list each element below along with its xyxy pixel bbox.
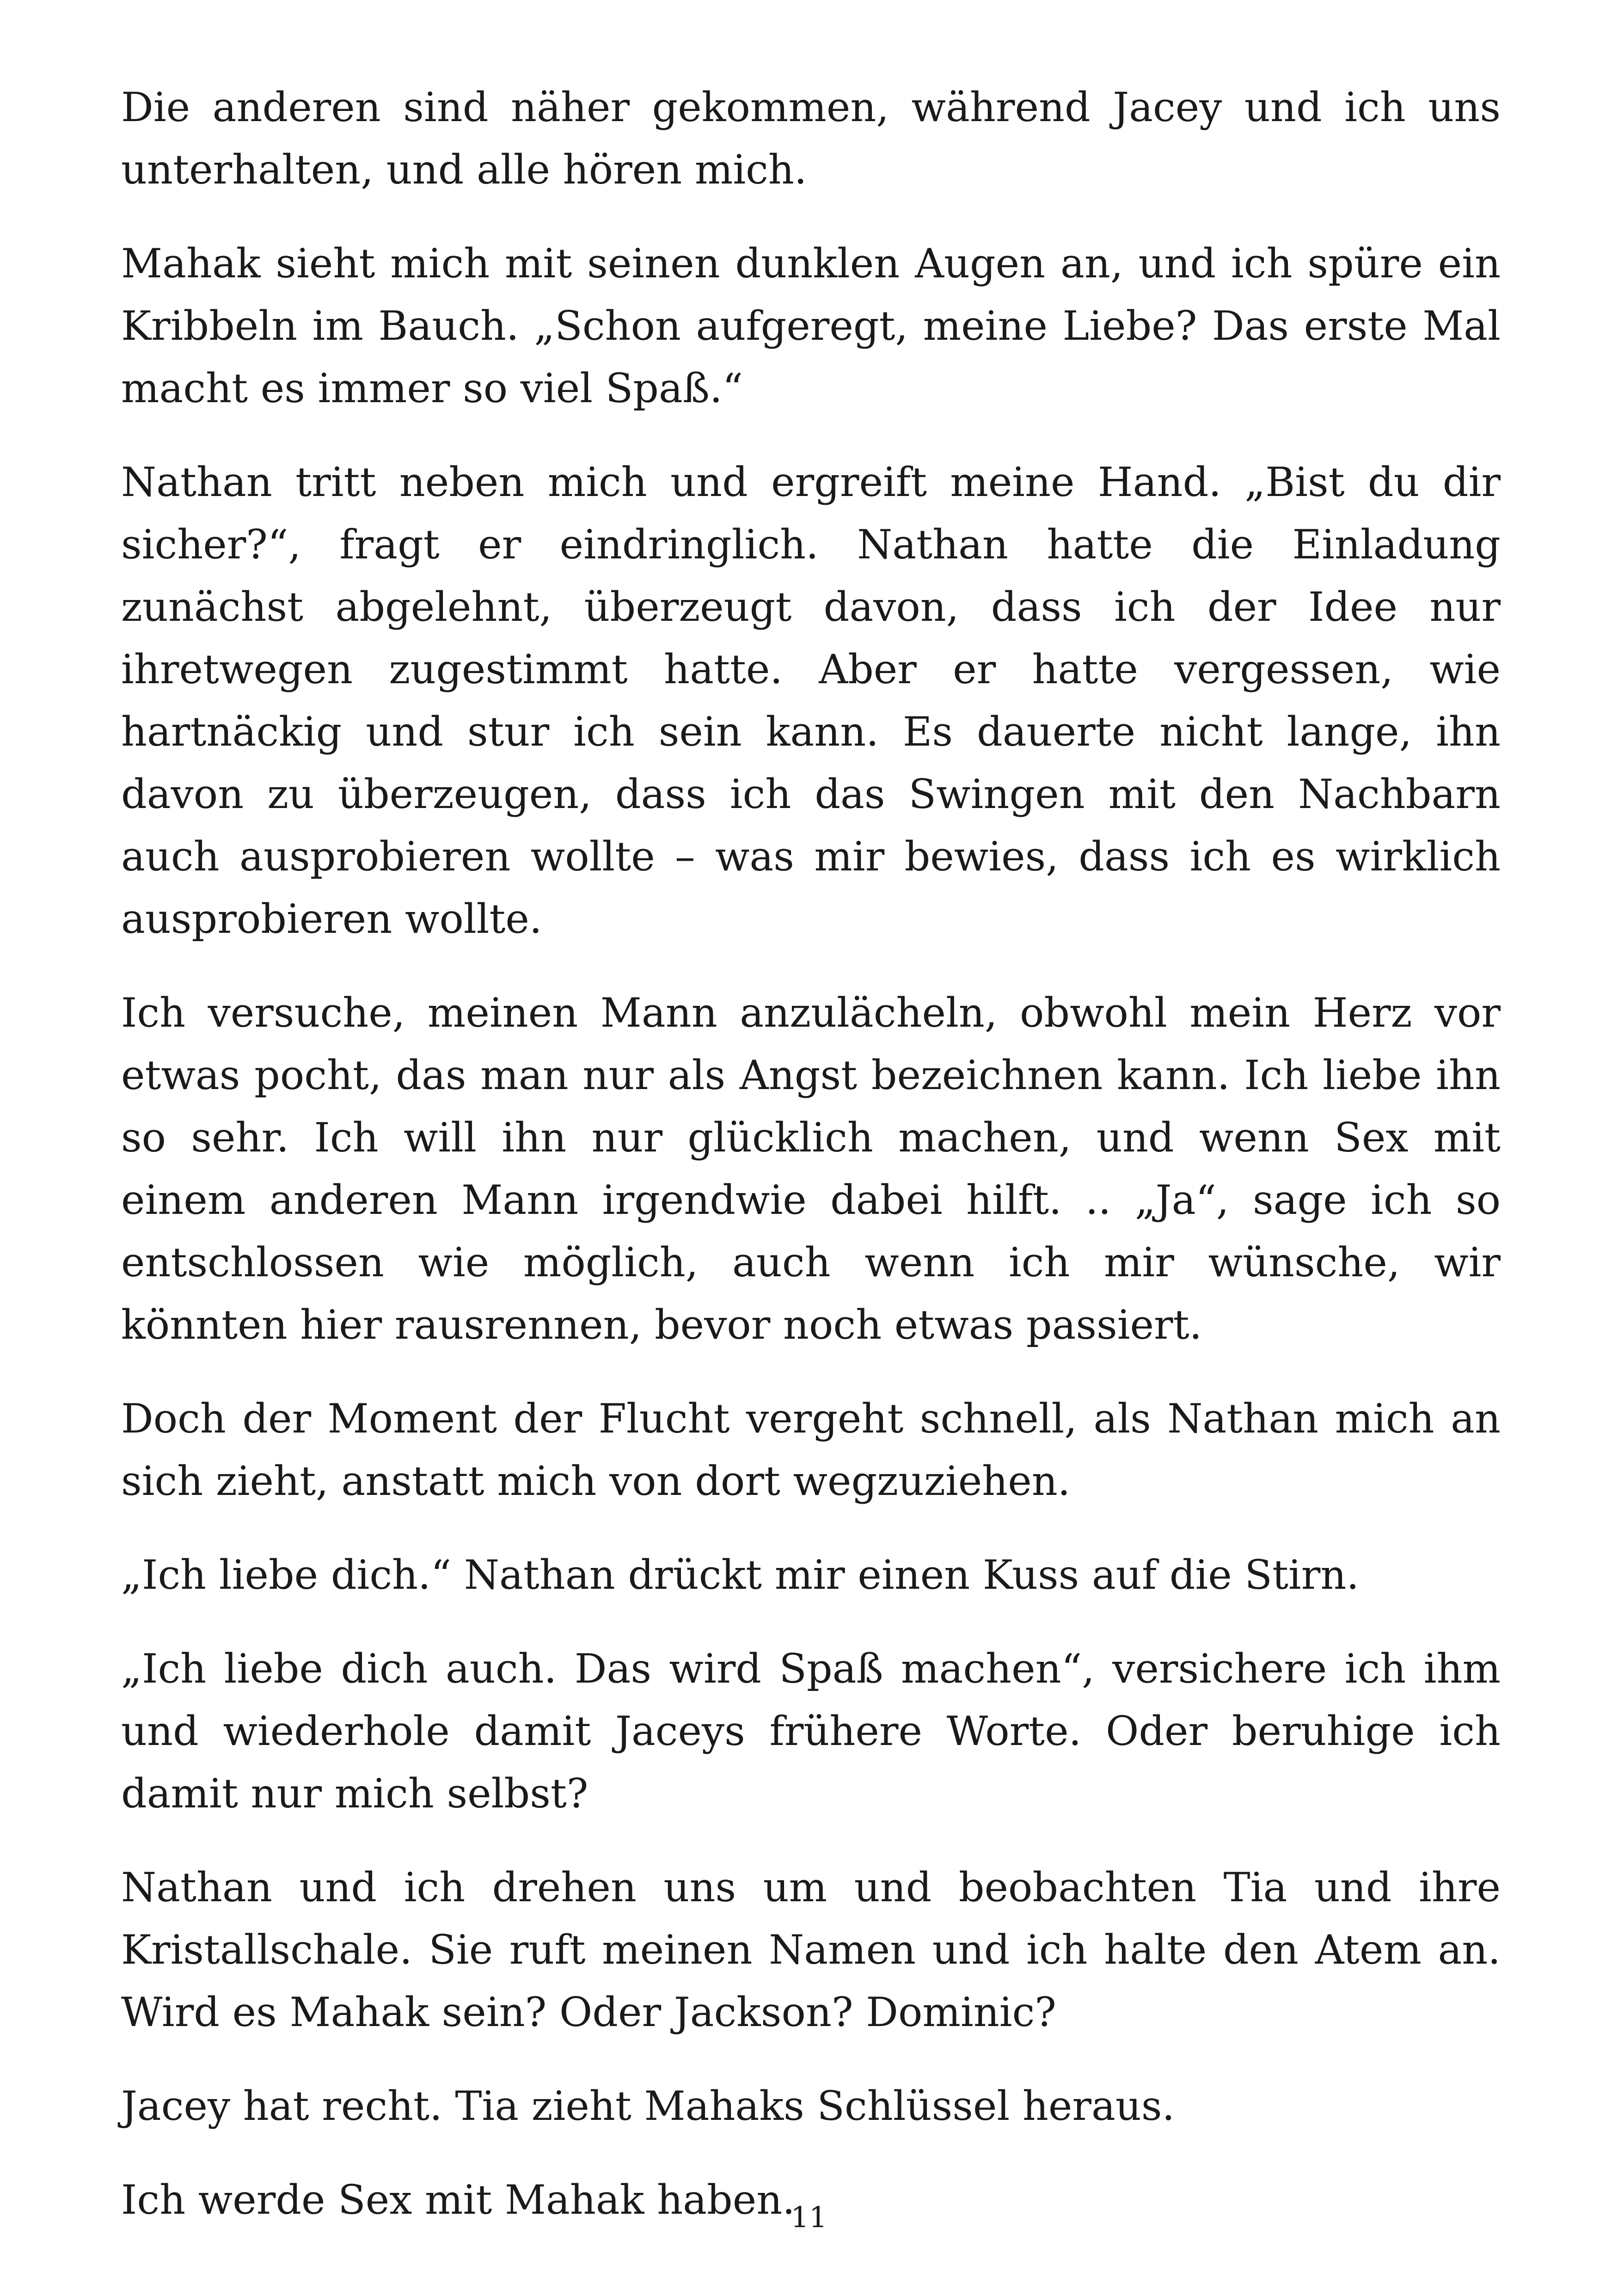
paragraph: „Ich liebe dich.“ Nathan drückt mir einen Kuss auf die Stirn.	[121, 1551, 1360, 1598]
page-number: 11	[791, 2200, 827, 2234]
paragraph: Doch der Moment der Flucht vergeht schnell, als Nathan mich an sich zieht, anstatt mich von dort wegzuziehen.	[121, 1395, 1501, 1505]
paragraph: Ich werde Sex mit Mahak haben.	[121, 2176, 795, 2223]
paragraph: Jacey hat recht. Tia zieht Mahaks Schlüssel heraus.	[121, 2082, 1175, 2130]
body-text	[121, 76, 1501, 2263]
paragraph: Die anderen sind näher gekommen, während Jacey und ich uns unterhalten, und alle hören mich.	[121, 84, 1501, 193]
paragraph: Nathan und ich drehen uns um und beobachten Tia und ihre Kristallschale. Sie ruft meinen Namen und ich halte den Atem an. Wird es Mahak sein? Oder Jackson? Dominic?	[121, 1864, 1501, 2036]
paragraph: Ich versuche, meinen Mann anzulächeln, obwohl mein Herz vor etwas pocht, das man nur als Angst bezeichnen kann. Ich liebe ihn so sehr. Ich will ihn nur glücklich machen, und wenn Sex mit einem anderen Mann irgendwie dabei hilft. .. „Ja“, sage ich so entschlossen wie möglich, auch wenn ich mir wünsche, wir könnten hier rausrennen, bevor noch etwas passiert.	[121, 989, 1501, 1348]
paragraph: „Ich liebe dich auch. Das wird Spaß machen“, versichere ich ihm und wiederhole damit Jaceys frühere Worte. Oder beruhige ich damit nur mich selbst?	[121, 1645, 1501, 1817]
paragraph: Mahak sieht mich mit seinen dunklen Augen an, und ich spüre ein Kribbeln im Bauch. „Schon aufgeregt, meine Liebe? Das erste Mal macht es immer so viel Spaß.“	[121, 240, 1501, 412]
paragraph: Nathan tritt neben mich und ergreift meine Hand. „Bist du dir sicher?“, fragt er eindringlich. Nathan hatte die Einladung zunächst abgelehnt, überzeugt davon, dass ich der Idee nur ihretwegen zugestimmt hatte. Aber er hatte vergessen, wie hartnäckig und stur ich sein kann. Es dauerte nicht lange, ihn davon zu überzeugen, dass ich das Swingen mit den Nachbarn auch ausprobieren wollte – was mir bewies, dass ich es wirklich ausprobieren wollte.	[121, 459, 1501, 943]
